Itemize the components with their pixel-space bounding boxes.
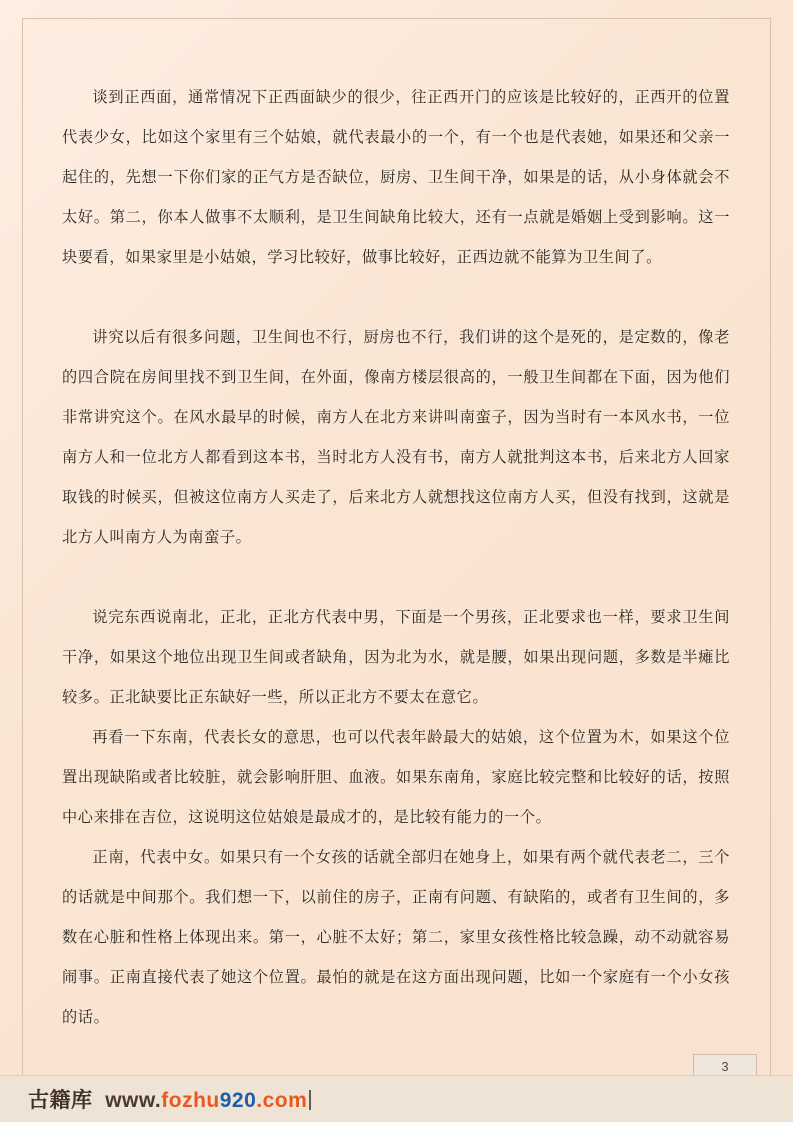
- watermark-number: 920: [219, 1089, 257, 1112]
- page-number: 3: [721, 1059, 729, 1074]
- watermark-www: www.: [105, 1089, 162, 1112]
- watermark-tld: .com: [256, 1089, 308, 1112]
- watermark-label-cn: 古籍库: [28, 1089, 93, 1112]
- paragraph-4: 再看一下东南，代表长女的意思，也可以代表年龄最大的姑娘，这个位置为木，如果这个位置出现缺陷或者比较脏，就会影响肝胆、血液。如果东南角，家庭比较完整和比较好的话，按照中心来排在吉位，这说明这位姑娘是最成才的，是比较有能力的一个。: [62, 729, 730, 826]
- paragraph-spacer: [62, 278, 730, 318]
- paragraph-3: 说完东西说南北，正北，正北方代表中男，下面是一个男孩，正北要求也一样，要求卫生间干净，如果这个地位出现卫生间或者缺角，因为北为水，就是腰，如果出现问题，多数是半瘫比较多。正北缺要比正东缺好一些，所以正北方不要太在意它。: [62, 609, 730, 706]
- paragraph-2: 讲究以后有很多问题，卫生间也不行，厨房也不行，我们讲的这个是死的，是定数的，像老的四合院在房间里找不到卫生间，在外面，像南方楼层很高的，一般卫生间都在下面，因为他们非常讲究这个。在风水最早的时候，南方人在北方来讲叫南蛮子，因为当时有一本风水书，一位南方人和一位北方人都看到这本书，当时北方人没有书，南方人就批判这本书，后来北方人回家取钱的时候买，但被这位南方人买走了，后来北方人就想找这位南方人买，但没有找到，这就是北方人叫南方人为南蛮子。: [62, 329, 730, 546]
- paragraph-5: 正南，代表中女。如果只有一个女孩的话就全部归在她身上，如果有两个就代表老二，三个的话就是中间那个。我们想一下，以前住的房子，正南有问题、有缺陷的，或者有卫生间的，多数在心脏和性格上体现出来。第一，心脏不太好；第二，家里女孩性格比较急躁，动不动就容易闹事。正南直接代表了她这个位置。最怕的就是在这方面出现问题，比如一个家庭有一个小女孩的话。: [62, 849, 730, 1026]
- site-watermark: [28, 1084, 311, 1114]
- page-footer: [0, 1059, 793, 1122]
- watermark-name: fozhu: [161, 1089, 220, 1112]
- paragraph-spacer: [62, 558, 730, 598]
- text-cursor: [309, 1090, 311, 1110]
- document-body: [62, 78, 730, 1038]
- paragraph-1: 谈到正西面，通常情况下正西面缺少的很少，往正西开门的应该是比较好的，正西开的位置代表少女，比如这个家里有三个姑娘，就代表最小的一个，有一个也是代表她，如果还和父亲一起住的，先想一下你们家的正气方是否缺位，厨房、卫生间干净，如果是的话，从小身体就会不太好。第二，你本人做事不太顺利，是卫生间缺角比较大，还有一点就是婚姻上受到影响。这一块要看，如果家里是小姑娘，学习比较好，做事比较好，正西边就不能算为卫生间了。: [62, 89, 730, 266]
